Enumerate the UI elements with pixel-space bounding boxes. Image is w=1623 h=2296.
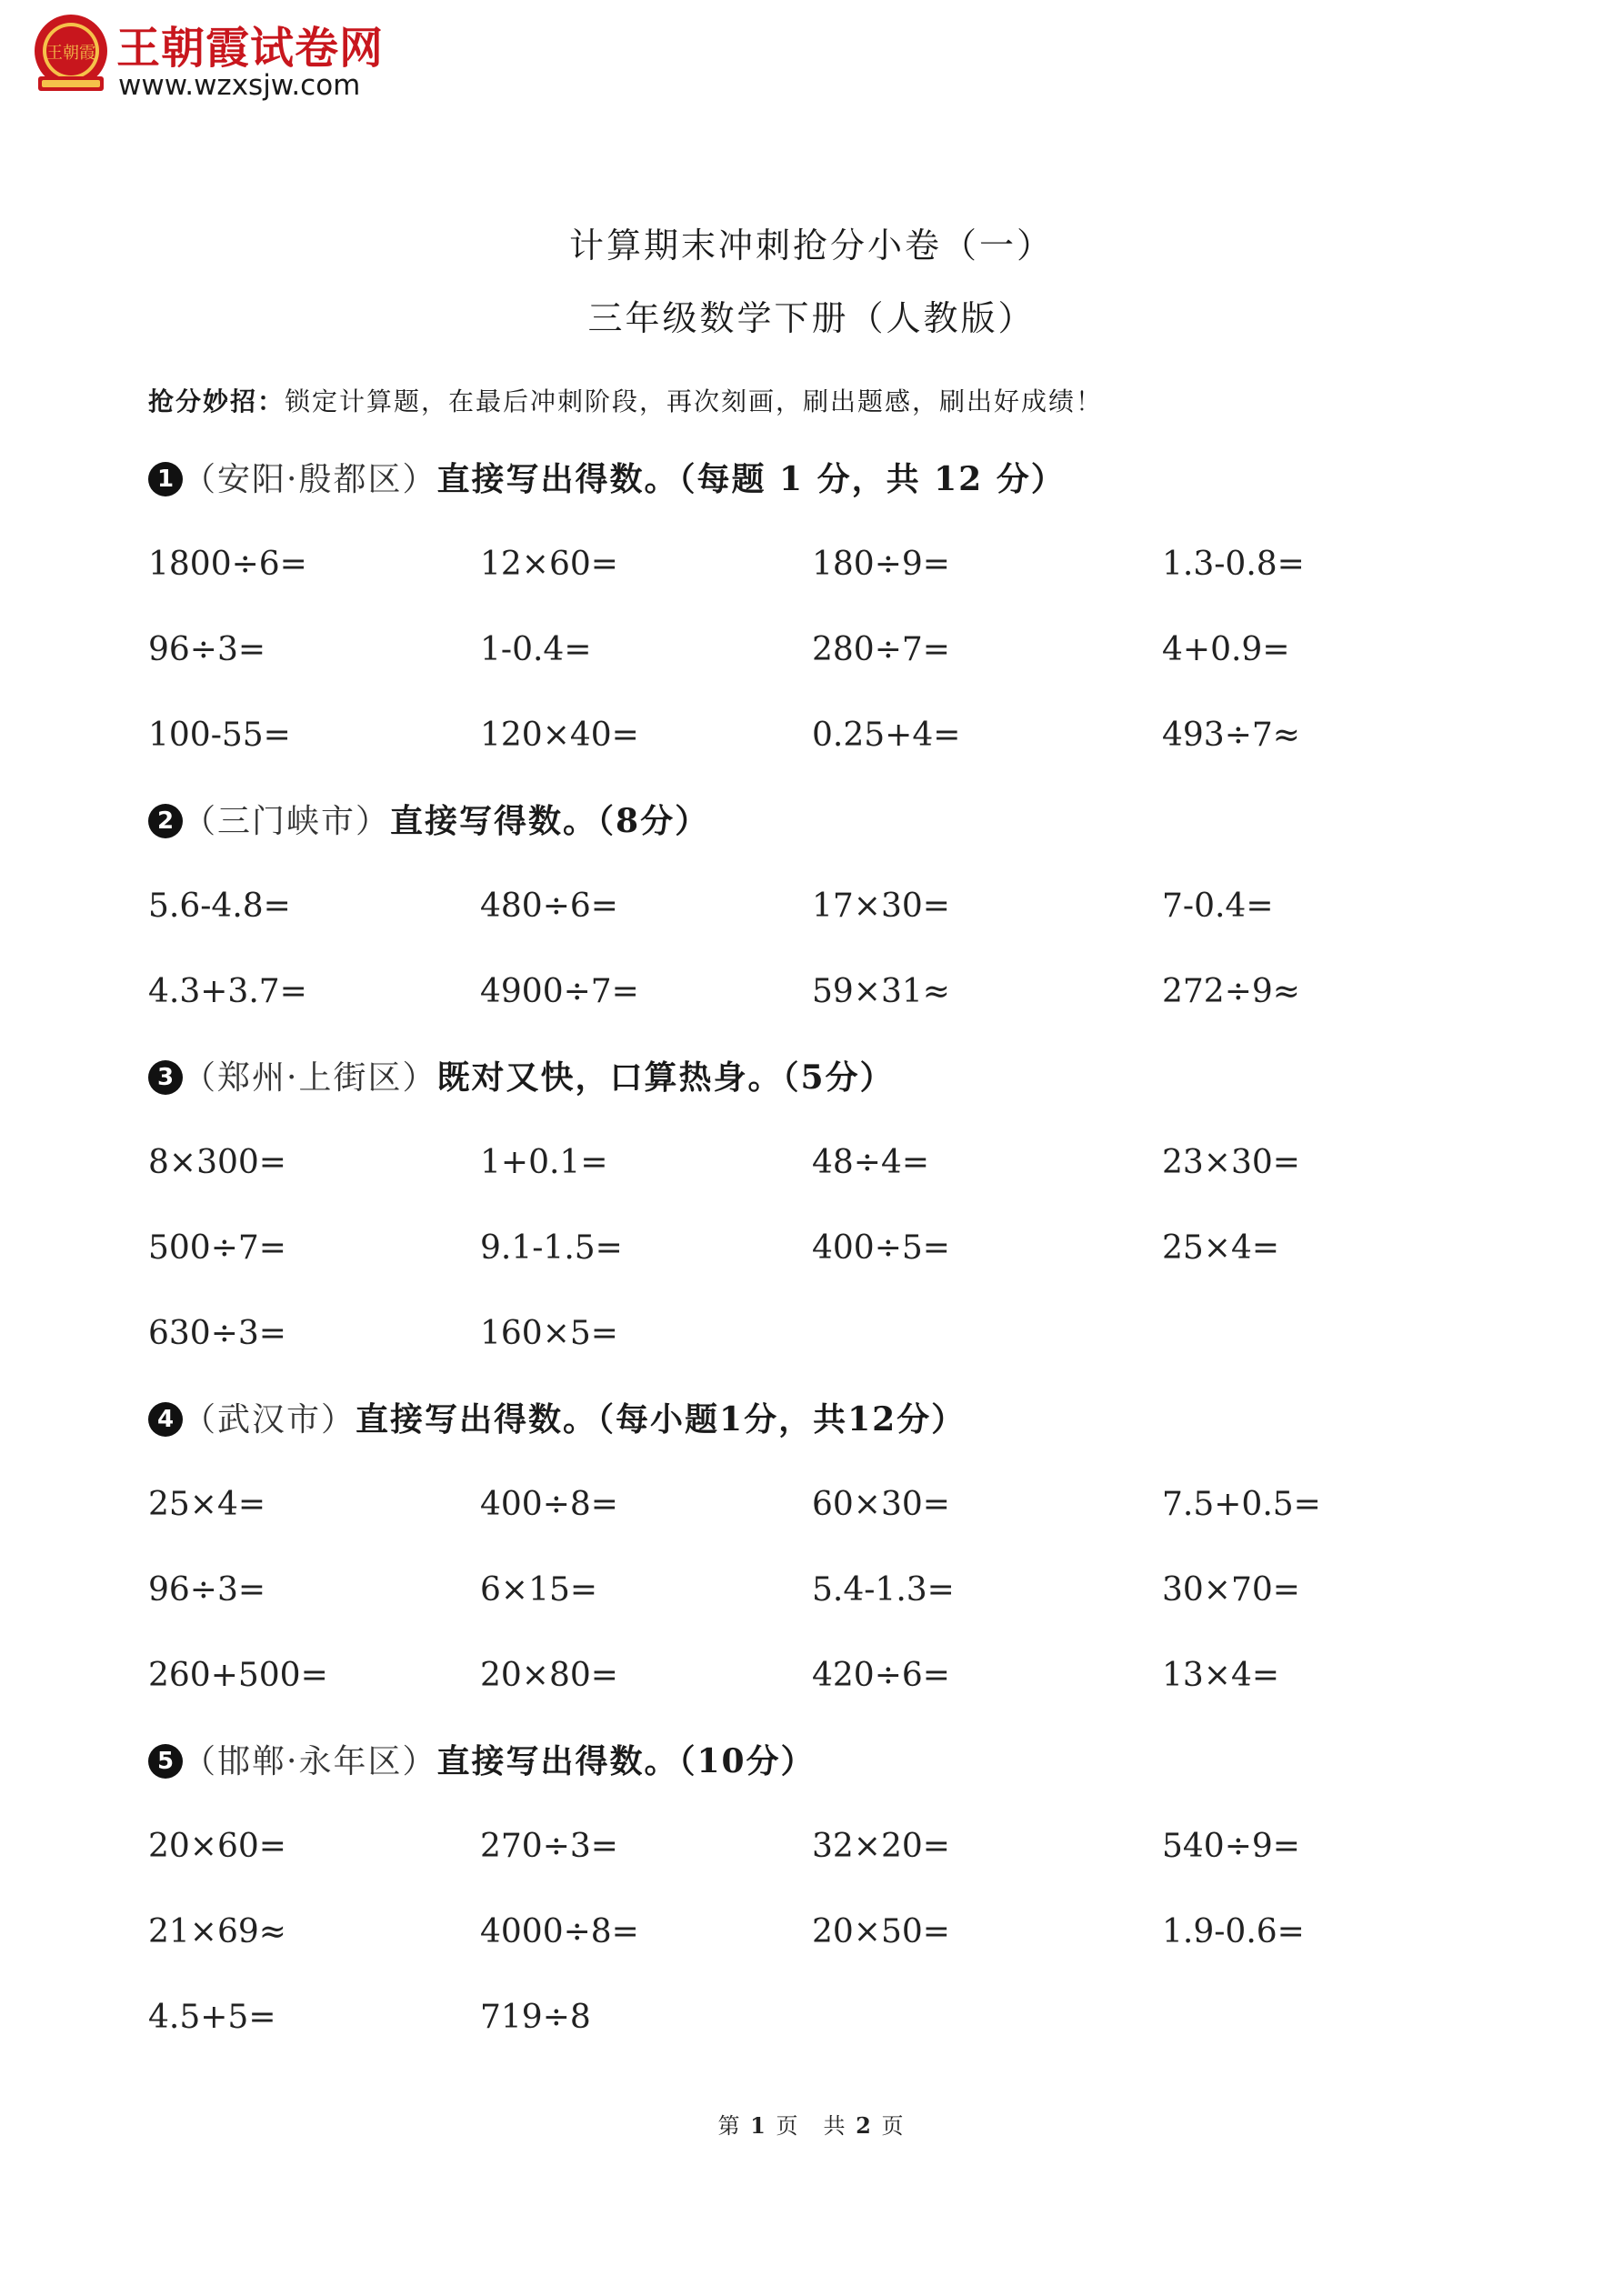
math-problem: 1+0.1= bbox=[480, 1144, 608, 1181]
math-problem: 23×30= bbox=[1162, 1144, 1300, 1181]
math-problem: 8×300= bbox=[148, 1144, 286, 1181]
footer-page-number: 1 bbox=[750, 2112, 767, 2139]
section-instruction: 直接写得数。（8分） bbox=[390, 802, 710, 840]
section-number-badge: 3 bbox=[148, 1060, 183, 1095]
math-problem: 17×30= bbox=[812, 887, 950, 925]
math-problem: 13×4= bbox=[1162, 1657, 1280, 1694]
section-heading bbox=[148, 778, 1494, 864]
brand-seal-logo-icon bbox=[27, 11, 115, 98]
tip-text: 锁定计算题，在最后冲刺阶段，再次刻画，刷出题感，刷出好成绩！ bbox=[285, 386, 1104, 416]
section-heading bbox=[148, 1377, 1494, 1462]
section-instruction: 直接写出得数。（10分） bbox=[436, 1742, 816, 1780]
problem-row bbox=[148, 1462, 1494, 1548]
math-problem: 7-0.4= bbox=[1162, 887, 1274, 925]
math-problem: 1.9-0.6= bbox=[1162, 1913, 1305, 1950]
math-problem: 540÷9= bbox=[1162, 1828, 1300, 1865]
problem-row bbox=[148, 1120, 1494, 1206]
problem-row bbox=[148, 864, 1494, 949]
math-problem: 400÷5= bbox=[812, 1229, 950, 1267]
math-problem: 20×50= bbox=[812, 1913, 950, 1950]
math-problem: 1.3-0.8= bbox=[1162, 546, 1305, 583]
problem-row bbox=[148, 1975, 1494, 2060]
section-source: （武汉市） bbox=[183, 1401, 356, 1439]
page-title: 计算期末冲刺抢分小卷（一） bbox=[568, 226, 1054, 266]
math-problem: 4000÷8= bbox=[480, 1913, 639, 1950]
section-number-badge: 2 bbox=[148, 804, 183, 838]
math-problem: 1-0.4= bbox=[480, 631, 592, 668]
math-problem: 20×80= bbox=[480, 1657, 618, 1694]
problem-row bbox=[148, 1206, 1494, 1291]
math-problem: 12×60= bbox=[480, 546, 618, 583]
brand-header bbox=[27, 11, 500, 102]
math-problem: 272÷9≈ bbox=[1162, 973, 1300, 1010]
section-instruction: 直接写出得数。（每小题1分，共12分） bbox=[356, 1400, 967, 1439]
problem-row bbox=[148, 693, 1494, 778]
footer-prefix: 第 bbox=[717, 2113, 742, 2139]
math-problem: 32×20= bbox=[812, 1828, 950, 1865]
page-footer bbox=[0, 2108, 1623, 2140]
math-problem: 719÷8 bbox=[480, 1999, 591, 2036]
math-problem: 500÷7= bbox=[148, 1229, 286, 1267]
problem-row bbox=[148, 607, 1494, 693]
math-problem: 20×60= bbox=[148, 1828, 286, 1865]
scoring-tip bbox=[148, 382, 1103, 418]
math-problem: 21×69≈ bbox=[148, 1913, 286, 1950]
math-problem: 4.5+5= bbox=[148, 1999, 276, 2036]
math-problem: 0.25+4= bbox=[812, 717, 961, 754]
problem-row bbox=[148, 1291, 1494, 1377]
problem-row bbox=[148, 1548, 1494, 1633]
footer-mid: 页 共 bbox=[776, 2113, 847, 2139]
math-problem: 160×5= bbox=[480, 1315, 618, 1352]
exercise-sections bbox=[148, 436, 1494, 2060]
math-problem: 4+0.9= bbox=[1162, 631, 1290, 668]
math-problem: 7.5+0.5= bbox=[1162, 1486, 1321, 1523]
math-problem: 270÷3= bbox=[480, 1828, 618, 1865]
seal-text: 王朝霞 bbox=[46, 44, 95, 63]
math-problem: 1800÷6= bbox=[148, 546, 307, 583]
math-problem: 59×31≈ bbox=[812, 973, 950, 1010]
section-number-badge: 5 bbox=[148, 1744, 183, 1779]
math-problem: 5.6-4.8= bbox=[148, 887, 291, 925]
math-problem: 96÷3= bbox=[148, 1571, 266, 1609]
math-problem: 400÷8= bbox=[480, 1486, 618, 1523]
title-block bbox=[0, 209, 1623, 355]
footer-suffix: 页 bbox=[881, 2113, 906, 2139]
math-problem: 100-55= bbox=[148, 717, 291, 754]
section-instruction: 既对又快，口算热身。（5分） bbox=[436, 1058, 895, 1097]
section-source: （邯郸·永年区） bbox=[183, 1743, 437, 1780]
math-problem: 120×40= bbox=[480, 717, 639, 754]
tip-label: 抢分妙招： bbox=[148, 386, 286, 416]
problem-row bbox=[148, 1804, 1494, 1890]
math-problem: 260+500= bbox=[148, 1657, 328, 1694]
problem-row bbox=[148, 949, 1494, 1035]
section-number-badge: 4 bbox=[148, 1402, 183, 1437]
section-source: （安阳·殷都区） bbox=[183, 461, 437, 498]
math-problem: 25×4= bbox=[1162, 1229, 1280, 1267]
math-problem: 630÷3= bbox=[148, 1315, 286, 1352]
section-source: （郑州·上街区） bbox=[183, 1059, 437, 1097]
brand-url[interactable]: www.wzxsjw.com bbox=[118, 69, 361, 102]
problem-row bbox=[148, 522, 1494, 607]
math-problem: 420÷6= bbox=[812, 1657, 950, 1694]
math-problem: 4.3+3.7= bbox=[148, 973, 307, 1010]
problem-row bbox=[148, 1890, 1494, 1975]
footer-total-pages: 2 bbox=[856, 2112, 873, 2139]
math-problem: 60×30= bbox=[812, 1486, 950, 1523]
math-problem: 280÷7= bbox=[812, 631, 950, 668]
section-number-badge: 1 bbox=[148, 462, 183, 496]
section-heading bbox=[148, 436, 1494, 522]
brand-name: 王朝霞试卷网 bbox=[116, 25, 385, 73]
math-problem: 9.1-1.5= bbox=[480, 1229, 623, 1267]
math-problem: 480÷6= bbox=[480, 887, 618, 925]
math-problem: 180÷9= bbox=[812, 546, 950, 583]
math-problem: 25×4= bbox=[148, 1486, 266, 1523]
problem-row bbox=[148, 1633, 1494, 1719]
math-problem: 5.4-1.3= bbox=[812, 1571, 955, 1609]
math-problem: 30×70= bbox=[1162, 1571, 1300, 1609]
math-problem: 48÷4= bbox=[812, 1144, 930, 1181]
math-problem: 493÷7≈ bbox=[1162, 717, 1300, 754]
math-problem: 96÷3= bbox=[148, 631, 266, 668]
section-heading bbox=[148, 1035, 1494, 1120]
math-problem: 4900÷7= bbox=[480, 973, 639, 1010]
math-problem: 6×15= bbox=[480, 1571, 598, 1609]
page-subtitle: 三年级数学下册（人教版） bbox=[587, 298, 1036, 338]
section-instruction: 直接写出得数。（每题 1 分，共 12 分） bbox=[436, 460, 1066, 498]
section-heading bbox=[148, 1719, 1494, 1804]
section-source: （三门峡市） bbox=[183, 803, 391, 840]
